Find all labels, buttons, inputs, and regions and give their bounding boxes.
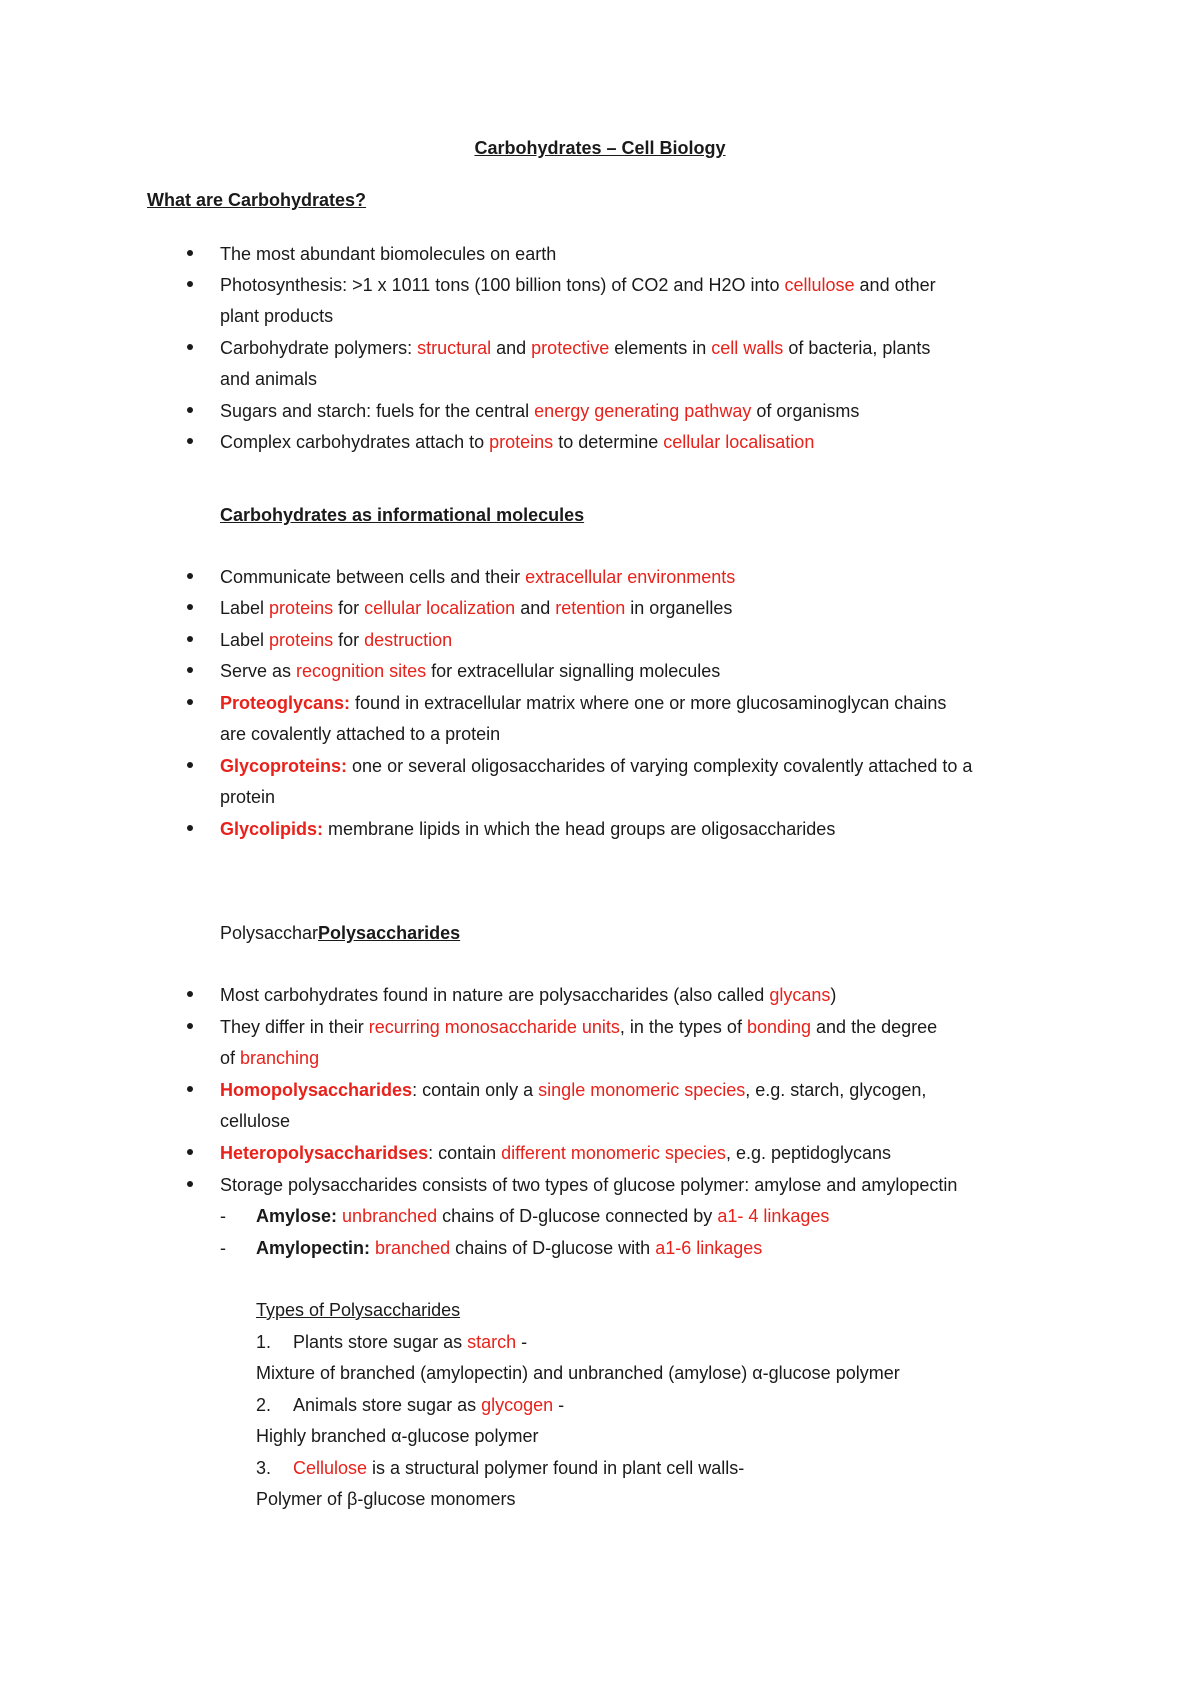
numbered-item: Animals store sugar as glycogen -	[293, 1395, 565, 1415]
list-item-continuation: are covalently attached to a protein	[220, 724, 501, 744]
section-heading-informational: Carbohydrates as informational molecules	[220, 505, 585, 525]
bullet-icon	[187, 667, 193, 673]
list-item: Proteoglycans: found in extracellular matrix where one or more glucosaminoglycan chains	[220, 693, 947, 713]
numbered-item: Cellulose is a structural polymer found in plant cell walls-	[293, 1458, 745, 1478]
list-item: Heteropolysaccharidses: contain different monomeric species, e.g. peptidoglycans	[220, 1143, 892, 1163]
numbered-item-detail: Mixture of branched (amylopectin) and unbranched (amylose) α-glucose polymer	[256, 1363, 900, 1383]
section-heading-types: Types of Polysaccharides	[256, 1300, 461, 1320]
list-item-continuation: cellulose	[220, 1111, 291, 1131]
list-item: Label proteins for cellular localization and retention in organelles	[220, 598, 733, 618]
numbered-item-detail: Highly branched α-glucose polymer	[256, 1426, 539, 1446]
bullet-icon	[187, 1149, 193, 1155]
list-item: Communicate between cells and their extracellular environments	[220, 567, 736, 587]
bullet-icon	[187, 1023, 193, 1029]
list-item: Glycolipids: membrane lipids in which the head groups are oligosaccharides	[220, 819, 836, 839]
document-title: Carbohydrates – Cell Biology	[474, 138, 726, 158]
bullet-icon	[187, 1086, 193, 1092]
number-marker: 2.	[256, 1395, 272, 1415]
list-item: Complex carbohydrates attach to proteins to determine cellular localisation	[220, 432, 815, 452]
bullet-icon	[187, 407, 193, 413]
number-marker: 3.	[256, 1458, 272, 1478]
dash-marker: -	[220, 1238, 226, 1258]
bullet-icon	[187, 281, 193, 287]
bullet-icon	[187, 573, 193, 579]
numbered-item-detail: Polymer of β-glucose monomers	[256, 1489, 516, 1509]
bullet-icon	[187, 250, 193, 256]
list-item: Carbohydrate polymers: structural and protective elements in cell walls of bacteria, plants	[220, 338, 931, 358]
list-item: Glycoproteins: one or several oligosaccharides of varying complexity covalently attached to a	[220, 756, 973, 776]
sub-list-item: Amylose: unbranched chains of D-glucose connected by a1- 4 linkages	[256, 1206, 830, 1226]
bullet-icon	[187, 344, 193, 350]
list-item: Photosynthesis: >1 x 1011 tons (100 billion tons) of CO2 and H2O into cellulose and other	[220, 275, 936, 295]
list-item: Label proteins for destruction	[220, 630, 453, 650]
bullet-icon	[187, 1181, 193, 1187]
list-item: The most abundant biomolecules on earth	[220, 244, 557, 264]
list-item: Serve as recognition sites for extracellular signalling molecules	[220, 661, 721, 681]
list-item-continuation: and animals	[220, 369, 318, 389]
dash-marker: -	[220, 1206, 226, 1226]
bullet-icon	[187, 991, 193, 997]
section-heading-what-are: What are Carbohydrates?	[147, 190, 367, 210]
bullet-icon	[187, 825, 193, 831]
bullet-icon	[187, 762, 193, 768]
list-item: Sugars and starch: fuels for the central energy generating pathway of organisms	[220, 401, 860, 421]
number-marker: 1.	[256, 1332, 272, 1352]
list-item: Most carbohydrates found in nature are polysaccharides (also called glycans)	[220, 985, 837, 1005]
list-item-continuation: protein	[220, 787, 276, 807]
list-item: They differ in their recurring monosaccharide units, in the types of bonding and the degree	[220, 1017, 938, 1037]
list-item: Storage polysaccharides consists of two types of glucose polymer: amylose and amylopectin	[220, 1175, 958, 1195]
section-heading-polysaccharides: PolysaccharPolysaccharides	[220, 923, 461, 943]
numbered-item: Plants store sugar as starch -	[293, 1332, 528, 1352]
list-item-continuation: plant products	[220, 306, 334, 326]
list-item-continuation: of branching	[220, 1048, 320, 1068]
list-item: Homopolysaccharides: contain only a single monomeric species, e.g. starch, glycogen,	[220, 1080, 927, 1100]
sub-list-item: Amylopectin: branched chains of D-glucose with a1-6 linkages	[256, 1238, 763, 1258]
bullet-icon	[187, 636, 193, 642]
bullet-icon	[187, 604, 193, 610]
bullet-icon	[187, 438, 193, 444]
bullet-icon	[187, 699, 193, 705]
